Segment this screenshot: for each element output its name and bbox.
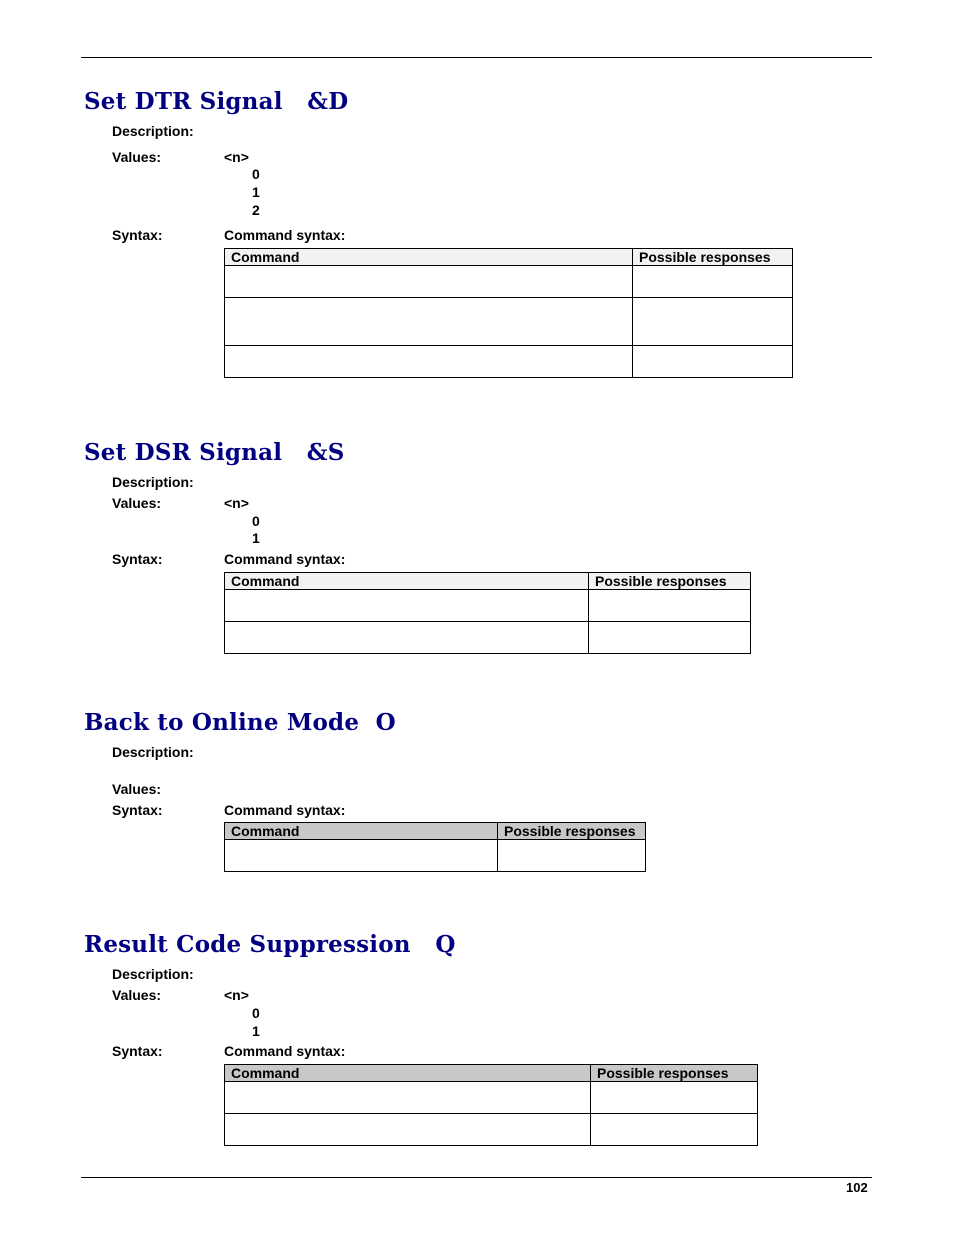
values-label: Values: bbox=[112, 149, 162, 165]
command-table-online-mode bbox=[224, 822, 646, 872]
header-rule bbox=[81, 57, 872, 58]
table-row bbox=[225, 1114, 758, 1146]
command-syntax-label: Command syntax: bbox=[224, 802, 346, 818]
table-row bbox=[225, 266, 793, 298]
section-title-result-code: Result Code Suppression Q bbox=[84, 931, 456, 958]
description-label: Description: bbox=[112, 123, 194, 139]
description-label: Description: bbox=[112, 966, 194, 982]
table-row bbox=[225, 346, 793, 378]
value-item: 1 bbox=[252, 184, 260, 200]
value-item: 1 bbox=[252, 1023, 260, 1039]
param-name: <n> bbox=[224, 987, 249, 1003]
values-label: Values: bbox=[112, 987, 162, 1003]
value-item: 0 bbox=[252, 513, 260, 529]
value-item: 2 bbox=[252, 202, 260, 218]
param-name: <n> bbox=[224, 149, 249, 165]
table-header-row bbox=[225, 573, 751, 590]
command-table-result-code bbox=[224, 1064, 758, 1146]
description-label: Description: bbox=[112, 744, 194, 760]
col-command-header: Command bbox=[225, 249, 633, 266]
section-title-dtr: Set DTR Signal &D bbox=[84, 88, 349, 115]
values-label: Values: bbox=[112, 781, 162, 797]
col-responses-header: Possible responses bbox=[633, 249, 793, 266]
col-responses-header: Possible responses bbox=[591, 1065, 758, 1082]
syntax-label: Syntax: bbox=[112, 227, 163, 243]
page-number: 102 bbox=[846, 1180, 868, 1195]
command-syntax-label: Command syntax: bbox=[224, 227, 346, 243]
value-item: 0 bbox=[252, 166, 260, 182]
command-syntax-label: Command syntax: bbox=[224, 551, 346, 567]
syntax-label: Syntax: bbox=[112, 551, 163, 567]
value-item: 0 bbox=[252, 1005, 260, 1021]
values-label: Values: bbox=[112, 495, 162, 511]
syntax-label: Syntax: bbox=[112, 802, 163, 818]
section-title-online-mode: Back to Online Mode O bbox=[84, 709, 396, 736]
command-table-dsr bbox=[224, 572, 751, 654]
table-header-row bbox=[225, 249, 793, 266]
value-item: 1 bbox=[252, 530, 260, 546]
col-command-header: Command bbox=[225, 823, 498, 840]
col-command-header: Command bbox=[225, 573, 589, 590]
description-label: Description: bbox=[112, 474, 194, 490]
table-row bbox=[225, 622, 751, 654]
syntax-label: Syntax: bbox=[112, 1043, 163, 1059]
table-row bbox=[225, 1082, 758, 1114]
command-table-dtr bbox=[224, 248, 793, 378]
table-header-row bbox=[225, 823, 646, 840]
table-header-row bbox=[225, 1065, 758, 1082]
table-row bbox=[225, 840, 646, 872]
col-responses-header: Possible responses bbox=[498, 823, 646, 840]
col-responses-header: Possible responses bbox=[589, 573, 751, 590]
param-name: <n> bbox=[224, 495, 249, 511]
section-title-dsr: Set DSR Signal &S bbox=[84, 439, 345, 466]
footer-rule bbox=[81, 1177, 872, 1178]
table-row bbox=[225, 590, 751, 622]
col-command-header: Command bbox=[225, 1065, 591, 1082]
table-row bbox=[225, 298, 793, 346]
command-syntax-label: Command syntax: bbox=[224, 1043, 346, 1059]
